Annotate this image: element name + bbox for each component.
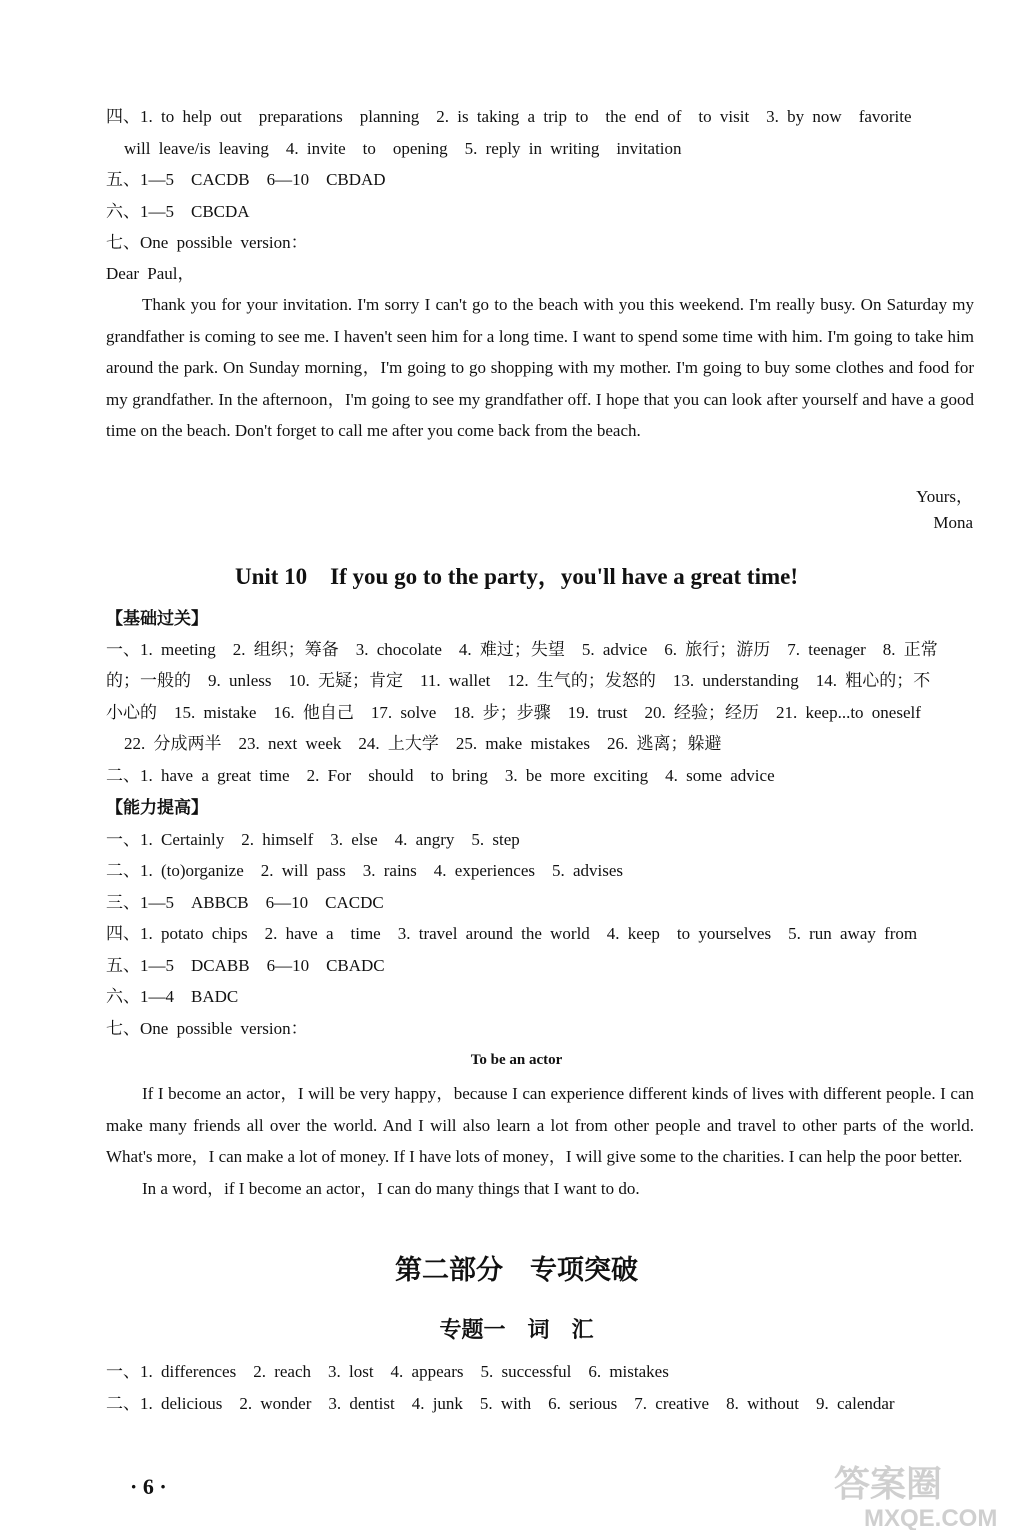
answer-line: 一、1. meeting 2. 组织；筹备 3. chocolate 4. 难过；失望 5. advice 6. 旅行；游历 7. teenager 8. 正常 (106, 640, 938, 659)
letter-paragraph: Thank you for your invitation. I'm sorry I can't go to the beach with you this weekend. I'm really busy. On Saturday my grandfather is coming to see me. I haven't seen him for a long time. I want to spend some time with him. I'm going to take him around the park. On Sunday morning，I'm going to go shopping with my mother. I'm going to buy some clothes and food for my grandfather. In the afternoon，I'm going to see my grandfather off. I hope that you can look after yourself and have a good time on the beach. Don't forget to call me after you come back from the beach. (106, 295, 974, 440)
section-header-ability: 【能力提高】 (106, 798, 208, 817)
essay-paragraph: In a word，if I become an actor，I can do many things that I want to do. (142, 1178, 640, 1198)
answer-line: 六、1—5 CBCDA (106, 202, 250, 221)
answer-line: 的；一般的 9. unless 10. 无疑；肯定 11. wallet 12. 生气的；发怒的 13. understanding 14. 粗心的；不 (106, 671, 931, 690)
answer-line: 二、1. delicious 2. wonder 3. dentist 4. junk 5. with 6. serious 7. creative 8. without 9. calendar (106, 1394, 895, 1413)
watermark-brand: 答案圈 (834, 1464, 943, 1505)
answer-line: 三、1—5 ABBCB 6—10 CACDC (106, 893, 384, 912)
watermark-logo (830, 1458, 1025, 1530)
answer-line: 四、1. potato chips 2. have a time 3. travel around the world 4. keep to yourselves 5. run away from (106, 924, 918, 943)
section-header-basic: 【基础过关】 (106, 609, 208, 628)
answer-line: 七、One possible version： (106, 233, 308, 252)
answer-line: will leave/is leaving 4. invite to opening 5. reply in writing invitation (124, 139, 682, 158)
answer-line: 一、1. Certainly 2. himself 3. else 4. angry 5. step (106, 830, 520, 849)
essay-body (106, 1078, 974, 1204)
answer-line: 22. 分成两半 23. next week 24. 上大学 25. make mistakes 26. 逃离；躲避 (124, 734, 722, 753)
part-title: 第二部分 专项突破 (395, 1255, 638, 1286)
answer-line: 五、1—5 CACDB 6—10 CBDAD (106, 170, 386, 189)
answer-line: 六、1—4 BADC (106, 987, 239, 1006)
watermark-url: MXQE.COM (864, 1505, 998, 1530)
essay-paragraph: If I become an actor，I will be very happy，because I can experience different kinds of lives with different people. I can make many friends all over the world. And I will also learn a lot from other people and travel to other parts of the world. What's more，I can make a lot of money. If I have lots of money，I will give some to the charities. I can help the poor better. (106, 1084, 974, 1166)
page-number: · 6 · (130, 1474, 167, 1499)
answer-line: 四、1. to help out preparations planning 2. is taking a trip to the end of to visit 3. by now favorite (106, 107, 912, 126)
topic-title: 专题一 词 汇 (439, 1318, 594, 1343)
answer-line: 小心的 15. mistake 16. 他自己 17. solve 18. 步；步骤 19. trust 20. 经验；经历 21. keep...to oneself (106, 703, 921, 722)
letter-signature: Mona (933, 513, 973, 532)
letter-closing: Yours， (916, 487, 973, 506)
letter-body (106, 289, 974, 447)
letter-salutation: Dear Paul， (106, 264, 195, 283)
answer-line: 二、1. (to)organize 2. will pass 3. rains 4. experiences 5. advises (106, 861, 624, 880)
unit-title: Unit 10 If you go to the party，you'll have a great time! (234, 564, 799, 589)
answer-line: 一、1. differences 2. reach 3. lost 4. appears 5. successful 6. mistakes (106, 1362, 669, 1381)
answer-line: 二、1. have a great time 2. For should to bring 3. be more exciting 4. some advice (106, 766, 775, 785)
answer-line: 七、One possible version： (106, 1019, 308, 1038)
essay-title: To be an actor (470, 1052, 563, 1068)
answer-line: 五、1—5 DCABB 6—10 CBADC (106, 956, 385, 975)
